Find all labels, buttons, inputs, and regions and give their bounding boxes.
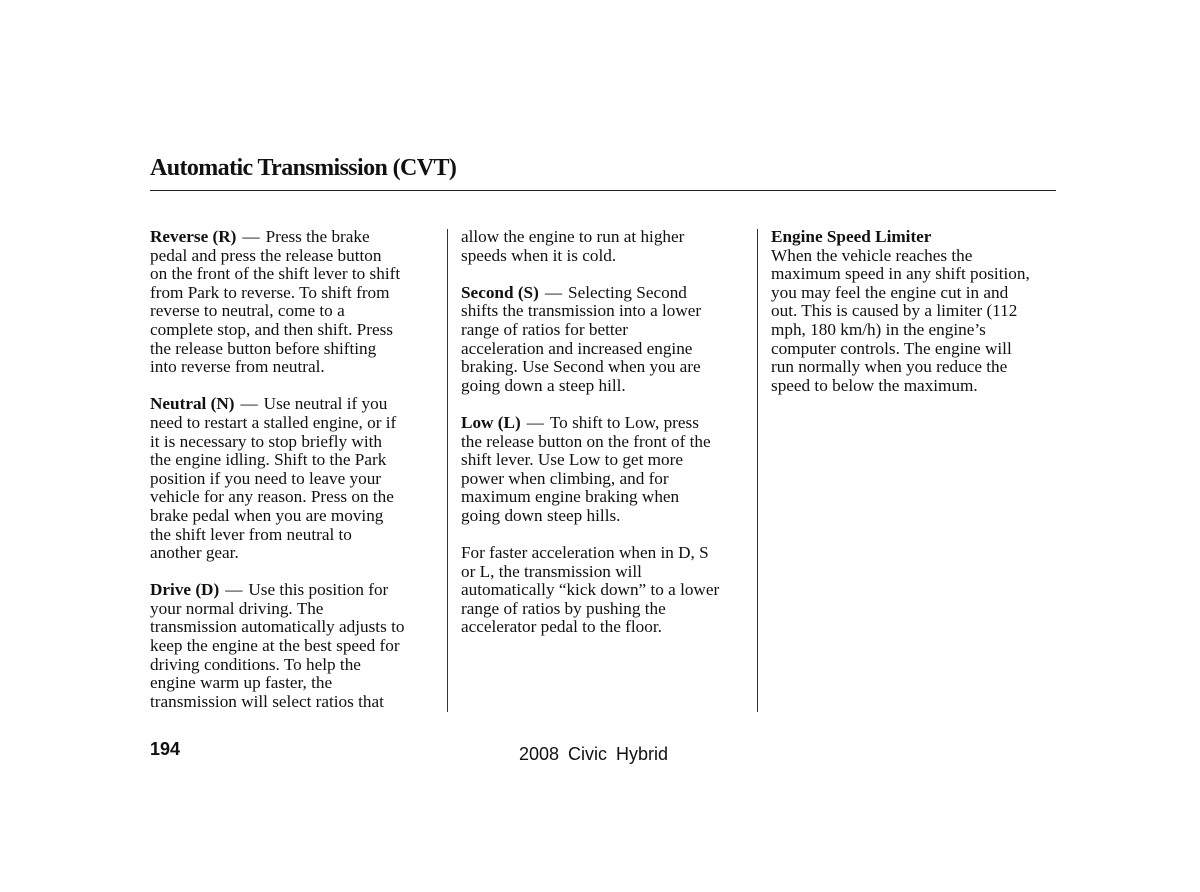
em-dash: —: [225, 580, 243, 600]
neutral-paragraph: [150, 395, 440, 562]
column-divider-2: [757, 229, 758, 712]
kickdown-text: For faster acceleration when in D, S or L, the transmission will automatically “kick down” to a lower range of ratios by pushing the accelerator pedal to the floor.: [461, 543, 720, 637]
neutral-text: Use neutral if you need to restart a stalled engine, or if it is necessary to stop briefly with the engine idling. Shift to the Park position if you need to leave your vehicle for any reason. Press on the brake pedal when you are moving the shift lever from neutral to another gear.: [150, 394, 397, 563]
drive-text: Use this position for your normal driving. The transmission automatically adjusts to keep the engine at the best speed for driving conditions. To help the engine warm up faster, the transmission will select ratios that: [150, 580, 405, 711]
second-paragraph: [461, 284, 751, 396]
reverse-heading: Reverse (R): [150, 227, 237, 246]
second-text: Selecting Second shifts the transmission into a lower range of ratios for better acceleration and increased engine braking. Use Second when you are going down a steep hill.: [461, 282, 702, 395]
column-3: [771, 228, 1061, 414]
footer-model: 2008 Civic Hybrid: [519, 744, 669, 764]
low-heading: Low (L): [461, 412, 521, 432]
kickdown-paragraph: [461, 544, 751, 637]
limiter-text: When the vehicle reaches the maximum speed in any shift position, you may feel the engine cut in and out. This is caused by a limiter (112 mph, 180 km/h) in the engine’s computer controls. The engine will run normally when you reduce the speed to below the maximum.: [771, 245, 1030, 395]
reverse-text: Press the brake pedal and press the release button on the front of the shift lever to shift from Park to reverse. To shift from reverse to neutral, come to a complete stop, and then shift. Press the release button before shifting into reverse from neutral.: [150, 227, 401, 377]
em-dash: —: [240, 394, 258, 414]
page-number: 194: [150, 739, 181, 759]
em-dash: —: [544, 282, 563, 302]
drive-heading: Drive (D): [150, 580, 220, 600]
em-dash: —: [242, 227, 260, 246]
title-rule: [150, 190, 1056, 191]
neutral-heading: Neutral (N): [150, 394, 235, 414]
limiter-paragraph: [771, 228, 1061, 395]
drive-continued-text: allow the engine to run at higher speeds when it is cold.: [461, 227, 685, 265]
low-paragraph: [461, 414, 751, 526]
drive-paragraph: [150, 581, 440, 711]
reverse-paragraph: [150, 228, 440, 377]
second-heading: Second (S): [461, 282, 539, 302]
page-title: Automatic Transmission (CVT): [150, 155, 457, 181]
drive-continued-paragraph: [461, 228, 751, 265]
column-1: [150, 228, 440, 730]
limiter-heading: Engine Speed Limiter: [771, 227, 932, 246]
low-text: To shift to Low, press the release button on the front of the shift lever. Use Low to get more power when climbing, and for maximum engine braking when going down steep hills.: [461, 412, 711, 525]
column-2: [461, 228, 751, 656]
em-dash: —: [526, 412, 544, 432]
column-divider-1: [447, 229, 448, 712]
